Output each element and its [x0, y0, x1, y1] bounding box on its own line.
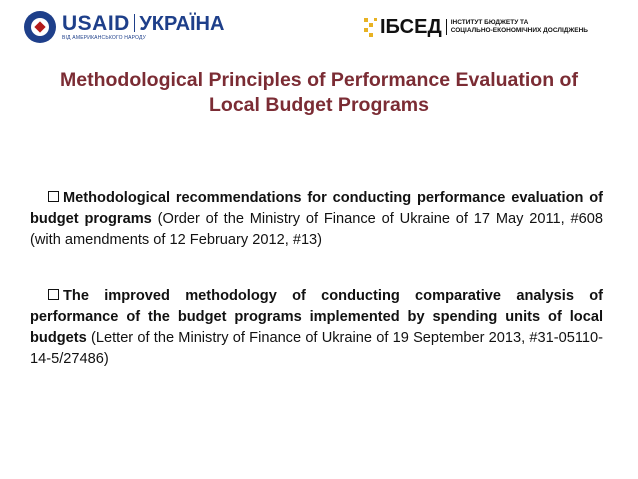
- usaid-word: USAID: [62, 12, 130, 35]
- bullet-item-1-text: (Order of the Ministry of Finance of Ukraine of 17 May 2011, #608 (with amendments of 12 February 2012, #13): [30, 211, 604, 248]
- bullet-item-1: [30, 188, 603, 251]
- usaid-seal-icon: [24, 11, 56, 43]
- ibsed-mark-icon: [364, 16, 378, 38]
- slide-title: [20, 68, 618, 118]
- usaid-country: УКРАЇНА: [139, 13, 225, 35]
- usaid-wordmark: [62, 12, 225, 41]
- ibsed-line-2: СОЦІАЛЬНО-ЕКОНОМІЧНИХ ДОСЛІДЖЕНЬ: [450, 27, 588, 34]
- ibsed-logo: [364, 13, 588, 41]
- ibsed-line-1: ІНСТИТУТ БЮДЖЕТУ ТА: [450, 19, 529, 26]
- bullet-item-2-bold: The improved methodology of conducting comparative analysis of performance of the budget programs implemented by spending units of local budgets: [30, 288, 603, 346]
- ibsed-word: IБСЕД: [380, 16, 442, 38]
- bullet-item-1-bold: Methodological recommendations for conducting performance evaluation of budget programs: [30, 190, 603, 227]
- usaid-subtitle: ВІД АМЕРИКАНСЬКОГО НАРОДУ: [62, 35, 147, 41]
- usaid-logo: [24, 8, 224, 46]
- logo-divider: [134, 14, 136, 32]
- checkbox-bullet-icon: [48, 289, 59, 300]
- slide-title-line-2: Local Budget Programs: [209, 94, 429, 116]
- checkbox-bullet-icon: [48, 191, 59, 202]
- slide-title-line-1: Methodological Principles of Performance Evaluation of: [60, 69, 578, 91]
- bullet-item-2-text: (Letter of the Ministry of Finance of Ukraine of 19 September 2013, #31-05110-14-5/27486): [30, 330, 603, 367]
- bullet-item-2: [30, 286, 603, 370]
- ibsed-caption: [446, 19, 588, 35]
